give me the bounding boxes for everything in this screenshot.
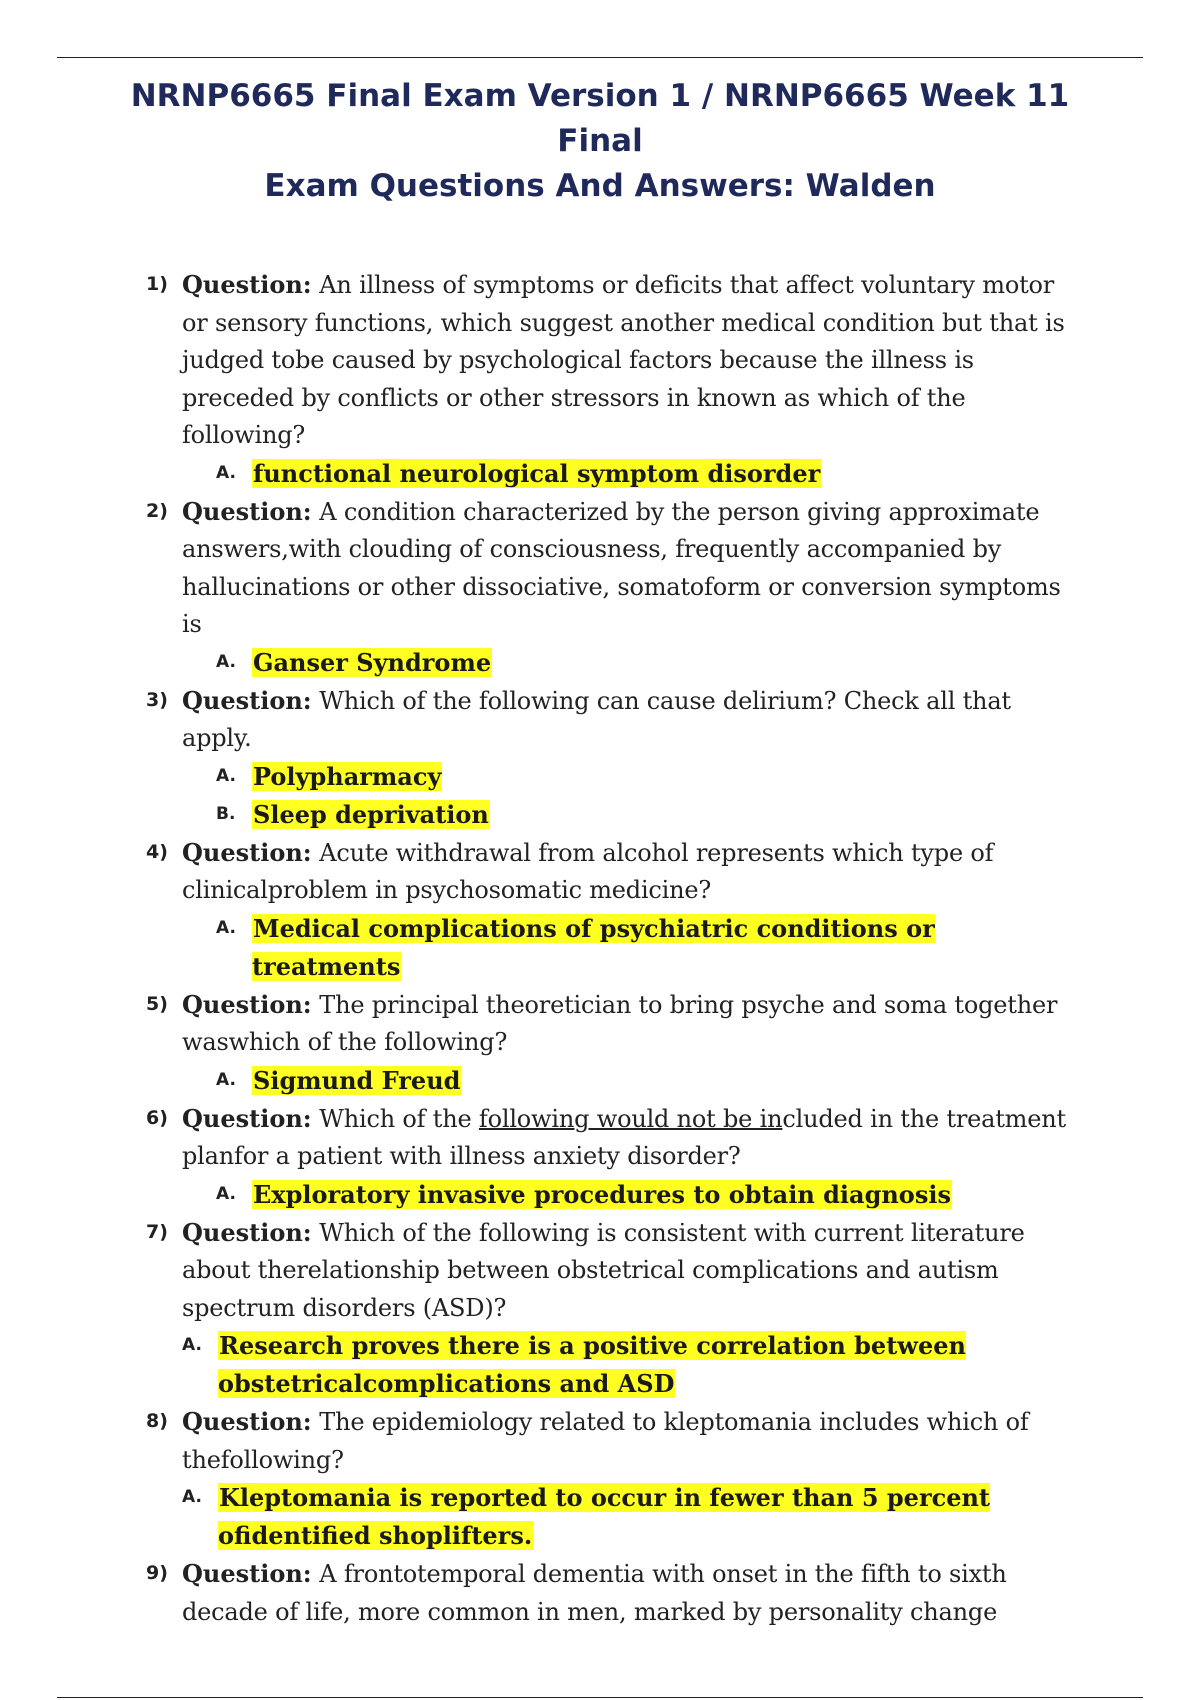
answer-item [182, 1176, 1076, 1214]
question-text-underlined: following would not be in [478, 1104, 783, 1133]
question-item [146, 1403, 1076, 1555]
question-item [146, 266, 1076, 493]
answer-text-highlighted: Polypharmacy [253, 761, 442, 791]
answer-list [182, 644, 1076, 682]
answer-text-highlighted: Ganser Syndrome [253, 647, 492, 677]
answer-text-highlighted: Research proves there is a positive correlation between obstetricalcomplications and ASD [218, 1331, 966, 1398]
question-number: 6) [146, 1106, 168, 1129]
answer-item [182, 1327, 1076, 1403]
question-text [182, 1105, 1066, 1171]
answer-letter: A. [216, 1069, 236, 1090]
answer-list [182, 1176, 1076, 1214]
answer-letter: A. [216, 651, 236, 672]
question-label: Question: [182, 270, 312, 299]
question-label: Question: [182, 837, 312, 867]
answer-item [182, 796, 1076, 834]
question-number: 8) [146, 1410, 168, 1432]
title-line-2: Exam Questions And Answers: Walden [264, 168, 936, 204]
answer-text-highlighted: Sigmund Freud [253, 1065, 461, 1095]
question-label: Question: [182, 1217, 312, 1247]
answer-item [182, 910, 1076, 986]
question-label: Question: [182, 989, 312, 1019]
answer-letter: A. [182, 1335, 202, 1355]
answer-item [182, 758, 1076, 796]
answer-list [182, 1062, 1076, 1100]
question-text-part: Which of the [319, 1104, 479, 1133]
question-label: Question: [182, 685, 312, 715]
question-item [146, 682, 1076, 834]
question-text: Acute withdrawal from alcohol represents which type of clinicalproblem in psychosomatic medicine? [182, 838, 994, 904]
answer-item [182, 455, 1076, 493]
question-text: A frontotemporal dementia with onset in the fifth to sixth decade of life, more common in men, marked by personality change [182, 1560, 1007, 1626]
question-label: Question: [182, 1407, 312, 1436]
question-text: The principal theoretician to bring psyche and soma together waswhich of the following? [182, 990, 1058, 1056]
question-number: 4) [146, 840, 168, 863]
question-number: 9) [146, 1562, 168, 1584]
question-text: The epidemiology related to kleptomania includes which of thefollowing? [182, 1408, 1029, 1474]
question-number: 2) [146, 499, 168, 522]
answer-list [182, 455, 1076, 493]
question-item [146, 834, 1076, 986]
answer-list [182, 758, 1076, 834]
answer-letter: A. [216, 917, 236, 938]
bottom-rule [57, 1697, 1143, 1698]
question-item [146, 1214, 1076, 1404]
question-text: An illness of symptoms or deficits that affect voluntary motor or sensory functions, which suggest another medical condition but that is judged tobe caused by psychological factors because the illness is preceded by conflicts or other stressors in known as which of the following? [182, 271, 1065, 449]
answer-text-highlighted: Kleptomania is reported to occur in fewer than 5 percent ofidentified shoplifters. [218, 1483, 990, 1550]
question-label: Question: [182, 496, 312, 526]
question-item [146, 493, 1076, 682]
question-item [146, 1555, 1076, 1631]
question-label: Question: [182, 1559, 312, 1588]
question-number: 3) [146, 688, 168, 711]
question-item [146, 986, 1076, 1100]
answer-list [182, 1479, 1076, 1555]
question-number: 1) [146, 273, 168, 295]
answer-list [182, 910, 1076, 986]
question-label: Question: [182, 1103, 312, 1133]
answer-text-highlighted: functional neurological symptom disorder [253, 458, 821, 488]
title-line-1: NRNP6665 Final Exam Version 1 / NRNP6665 Week 11 Final [130, 78, 1070, 159]
document-title [100, 74, 1100, 209]
answer-letter: A. [216, 462, 236, 483]
answer-item [182, 1062, 1076, 1100]
question-text: Which of the following is consistent with current literature about therelationship between obstetrical complications and autism spectrum disorders (ASD)? [182, 1218, 1025, 1322]
question-item [146, 1100, 1076, 1214]
answer-list [182, 1327, 1076, 1403]
answer-item [182, 644, 1076, 682]
answer-text-highlighted: Sleep deprivation [253, 799, 489, 829]
question-text: A condition characterized by the person giving approximate answers,with clouding of consciousness, frequently accompanied by hallucinations or other dissociative, somatoform or conversion symptoms is [182, 497, 1061, 638]
answer-letter: A. [216, 765, 236, 786]
answer-letter: A. [182, 1487, 202, 1507]
question-number: 7) [146, 1220, 168, 1243]
answer-item [182, 1479, 1076, 1555]
question-text: Which of the following can cause delirium? Check all that apply. [182, 686, 1011, 752]
question-text-part: cluded in the treatment planfor a patient with illness anxiety disorder? [182, 1104, 1066, 1170]
question-list [146, 266, 1076, 1631]
answer-letter: B. [216, 803, 236, 824]
top-rule [57, 57, 1143, 58]
question-number: 5) [146, 992, 168, 1015]
answer-text-highlighted: Medical complications of psychiatric conditions or treatments [252, 913, 935, 981]
answer-letter: A. [216, 1183, 236, 1204]
answer-text-highlighted: Exploratory invasive procedures to obtain diagnosis [253, 1179, 951, 1209]
